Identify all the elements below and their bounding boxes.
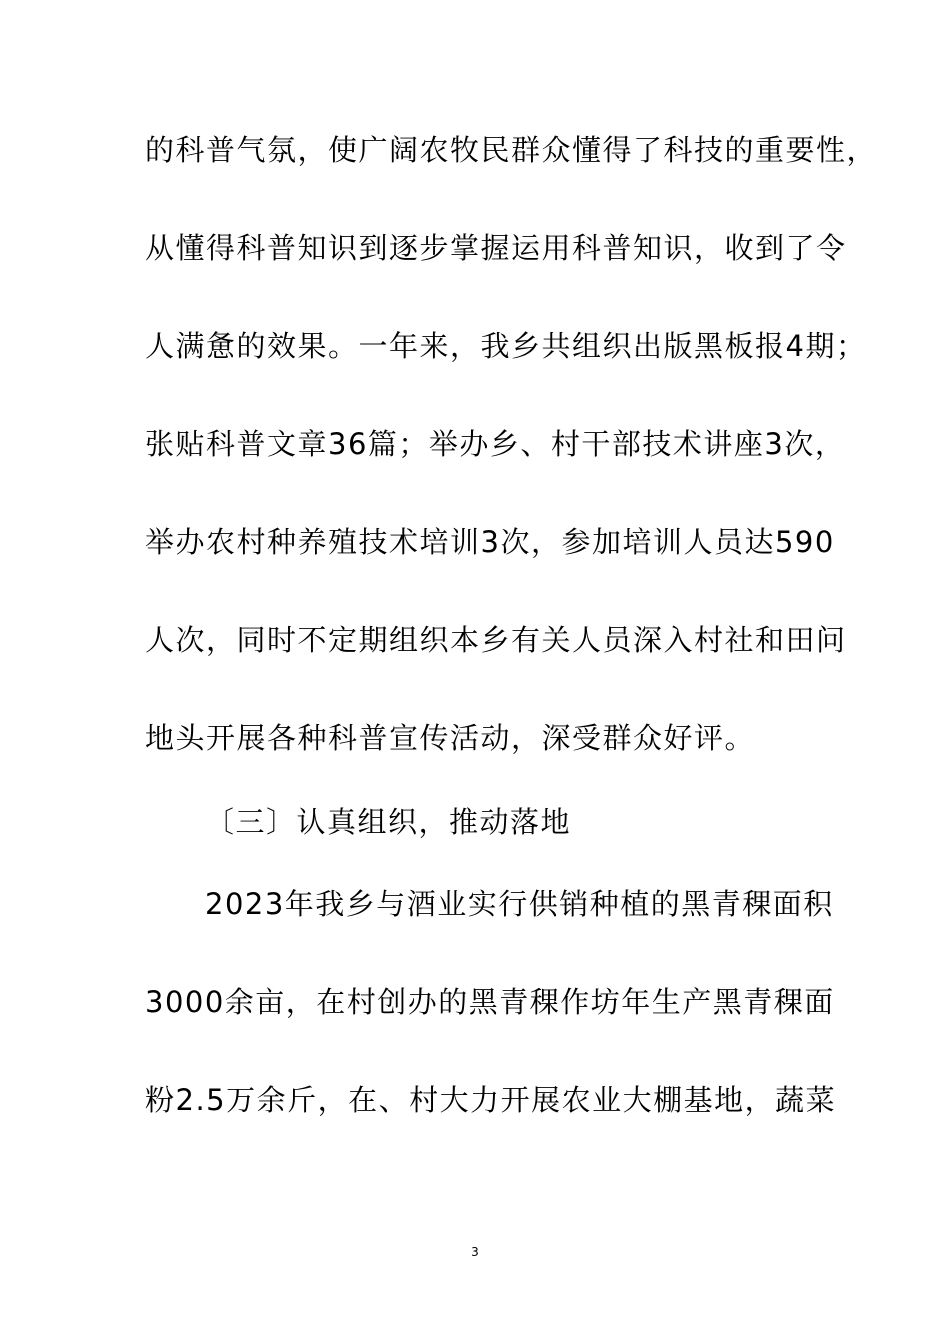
text-line-3: 人满惫的效果。一年来，我乡共组织出版黑板报4期； [145, 329, 867, 363]
paragraph-first-line: 2023年我乡与酒业实行供销种植的黑青稞面积 [205, 887, 834, 921]
text-line-6: 人次，同时不定期组织本乡有关人员深入村社和田问 [145, 623, 847, 657]
text-line-10: 3000余亩，在村创办的黑青稞作坊年生产黑青稞面 [145, 985, 835, 1019]
text-line-7: 地头开展各种科普宣传活动，深受群众好评。 [145, 721, 756, 755]
text-line-4: 张贴科普文章36篇；举办乡、村干部技术讲座3次， [145, 427, 846, 461]
text-line-2: 从懂得科普知识到逐步掌握运用科普知识，收到了令 [145, 231, 847, 265]
text-line-5: 举办农村种养殖技术培训3次，参加培训人员达590 [145, 525, 835, 559]
section-heading: 〔三〕认真组织，推动落地 [205, 805, 572, 839]
text-line-1: 的科普气氛，使广阔农牧民群众懂得了科技的重要性， [145, 133, 878, 167]
text-line-11: 粉2.5万余斤，在、村大力开展农业大棚基地，蔬菜 [145, 1083, 837, 1117]
page-number: 3 [471, 1245, 479, 1259]
